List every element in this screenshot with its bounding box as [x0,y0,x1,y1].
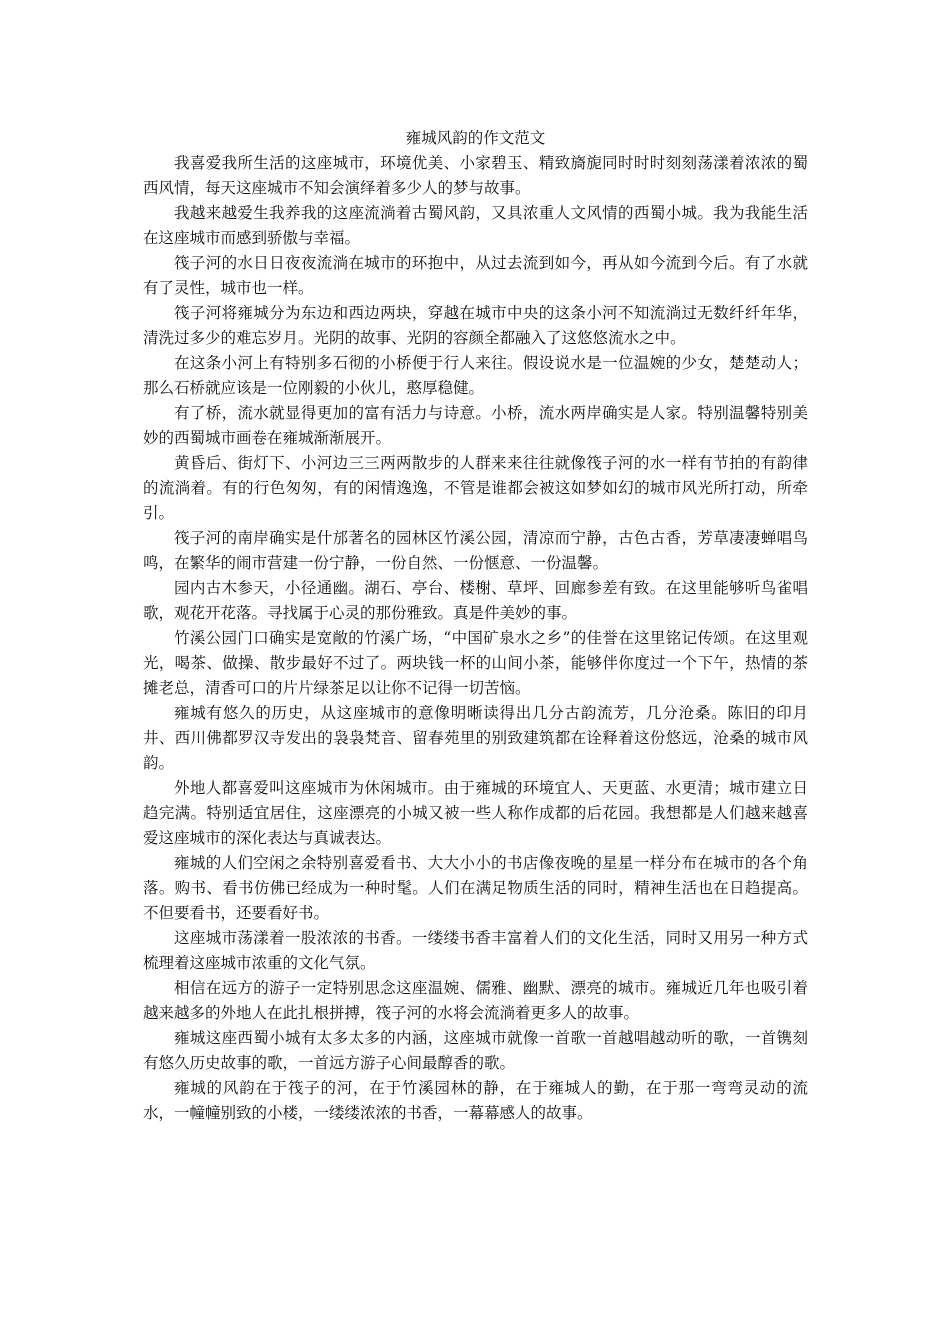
paragraph: 园内古木参天，小径通幽。湖石、亭台、楼榭、草坪、回廊参差有致。在这里能够听鸟雀唱歌，观花开花落。寻找属于心灵的那份雅致。真是件美妙的事。 [143,579,808,622]
paragraph: 有了桥，流水就显得更加的富有活力与诗意。小桥，流水两岸确实是人家。特别温馨特别美妙的西蜀城市画卷在雍城渐渐展开。 [143,404,808,447]
paragraph: 我越来越爱生我养我的这座流淌着古蜀风韵，又具浓重人文风情的西蜀小城。我为我能生活在这座城市而感到骄傲与幸福。 [143,204,808,247]
paragraph: 雍城的人们空闲之余特别喜爱看书、大大小小的书店像夜晚的星星一样分布在城市的各个角落。购书、看书仿佛已经成为一种时髦。人们在满足物质生活的同时，精神生活也在日趋提高。不但要看书，还要看好书。 [143,854,808,922]
paragraph: 黄昏后、街灯下、小河边三三两两散步的人群来来往往就像筏子河的水一样有节拍的有韵律的流淌着。有的行色匆匆，有的闲情逸逸，不管是谁都会被这如梦如幻的城市风光所打动，所牵引。 [143,454,808,522]
paragraph: 相信在远方的游子一定特别思念这座温婉、儒雅、幽默、漂亮的城市。雍城近几年也吸引着越来越多的外地人在此扎根拼搏，筏子河的水将会流淌着更多人的故事。 [143,979,808,1022]
paragraph: 雍城的风韵在于筏子的河，在于竹溪园林的静，在于雍城人的勤，在于那一弯弯灵动的流水，一幢幢别致的小楼，一缕缕浓浓的书香，一幕幕感人的故事。 [143,1079,808,1122]
paragraph: 雍城有悠久的历史，从这座城市的意像明晰读得出几分古韵流芳，几分沧桑。陈旧的印月井、西川佛都罗汉寺发出的袅袅梵音、留春苑里的别致建筑都在诠释着这份悠远，沧桑的城市风韵。 [143,704,808,772]
paragraph: 筏子河的水日日夜夜流淌在城市的环抱中，从过去流到如今，再从如今流到今后。有了水就有了灵性，城市也一样。 [143,254,808,297]
paragraph: 外地人都喜爱叫这座城市为休闲城市。由于雍城的环境宜人、天更蓝、水更清；城市建立日趋完满。特别适宜居住，这座漂亮的小城又被一些人称作成都的后花园。我想都是人们越来越喜爱这座城市的深化表达与真诚表达。 [143,779,808,847]
paragraph: 筏子河的南岸确实是什邡著名的园林区竹溪公园，清凉而宁静，古色古香，芳草凄凄蝉唱鸟鸣，在繁华的闹市营建一份宁静，一份自然、一份惬意、一份温馨。 [143,529,808,572]
paragraph: 在这条小河上有特别多石彻的小桥便于行人来往。假设说水是一位温婉的少女，楚楚动人；那么石桥就应该是一位刚毅的小伙儿，憨厚稳健。 [143,354,808,397]
document-title: 雍城风韵的作文范文 [405,129,546,147]
document-body [143,126,808,1126]
paragraph: 雍城这座西蜀小城有太多太多的内涵，这座城市就像一首歌一首越唱越动听的歌，一首镌刻有悠久历史故事的歌，一首远方游子心间最醇香的歌。 [143,1029,808,1072]
paragraph: 这座城市荡漾着一股浓浓的书香。一缕缕书香丰富着人们的文化生活，同时又用另一种方式梳理着这座城市浓重的文化气氛。 [143,929,808,972]
paragraph: 竹溪公园门口确实是宽敞的竹溪广场，“中国矿泉水之乡”的佳誉在这里铭记传颂。在这里观光，喝茶、做操、散步最好不过了。两块钱一杯的山间小茶，能够伴你度过一个下午，热情的茶摊老总，清香可口的片片绿茶足以让你不记得一切苦恼。 [143,629,808,697]
paragraph: 我喜爱我所生活的这座城市，环境优美、小家碧玉、精致旖旎同时时时刻刻荡漾着浓浓的蜀西风情，每天这座城市不知会演绎着多少人的梦与故事。 [143,154,808,197]
paragraph: 筏子河将雍城分为东边和西边两块，穿越在城市中央的这条小河不知流淌过无数纤纤年华，清洗过多少的难忘岁月。光阴的故事、光阴的容颜全都融入了这悠悠流水之中。 [143,304,808,347]
